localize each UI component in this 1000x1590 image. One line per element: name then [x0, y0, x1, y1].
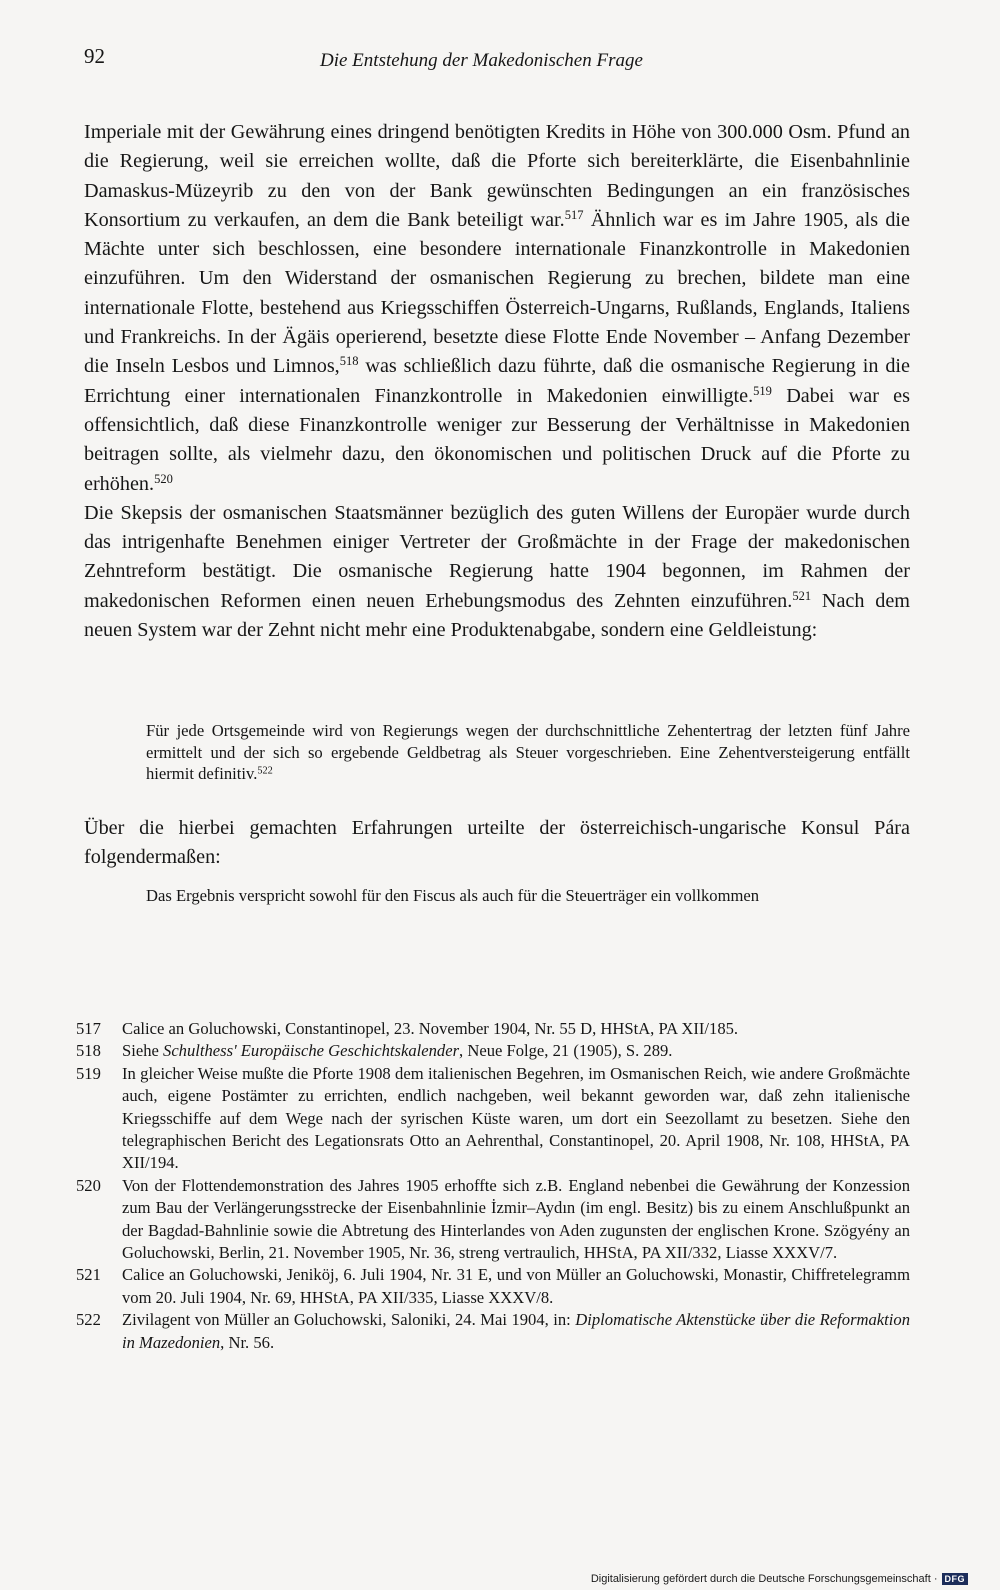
footnote-number: 518: [76, 1041, 101, 1061]
block-quote-2: Das Ergebnis verspricht sowohl für den Fiscus als auch für die Steuerträger ein vollkommen: [146, 886, 760, 905]
dfg-logo-icon: DFG: [942, 1573, 969, 1585]
footnote-521: 521 Calice an Goluchowski, Jeniköj, 6. Juli 1904, Nr. 31 E, und von Müller an Goluchowski, Monastir, Chiffretelegramm vom 20. Juli 1904, Nr. 69, HHStA, PA XII/335, Liasse XXXV/8.: [76, 1265, 910, 1307]
body-paragraph-3: Über die hierbei gemachten Erfahrungen urteilte der österreichisch-ungarische Konsul Pára folgendermaßen:: [84, 817, 910, 869]
page-header: [84, 44, 910, 78]
footnote-ref-521[interactable]: 521: [792, 588, 812, 603]
footnote-ref-518[interactable]: 518: [339, 354, 359, 369]
cited-title: Schulthess' Europäische Geschichtskalender: [163, 1041, 460, 1061]
footnote-ref-520[interactable]: 520: [154, 471, 173, 486]
body-paragraph-1: Imperiale mit der Gewährung eines dringend benötigten Kredits in Höhe von 300.000 Osm. Pfund an die Regierung, weil sie erreichen wollte, daß die Pforte sich bereiterklärte, die Eisenbahnlinie Damaskus-Müzeyrib zu den von der Bank gewünschten Bedingungen an ein französisches Konsortium zu verkaufen, an dem die Bank beteiligt war.$^{517}$ Ähnlich war es im Jahre 1905, als die Mächte unter sich beschlossen, eine besondere internationale Finanzkontrolle in Makedonien einzuführen. Um den Widerstand der osmanischen Regierung zu brechen, bildete man eine internationale Flotte, bestehend aus Kriegsschiffen Österreich-Ungarns, Rußlands, Englands, Italiens und Frankreichs. In der Ägäis operierend, besetzte diese Flotte Ende November – Anfang Dezember die Inseln Lesbos und Limnos,$^{518}$ was schließlich dazu führte, daß die osmanische Regierung in die Errichtung einer internationalen Finanzkontrolle in Makedonien einwilligte.$^{519}$ Dabei war es offensichtlich, daß diese Finanzkontrolle weniger zur Besserung der Verhältnisse in Makedonien beitragen sollte, als vielmehr dazu, den ökonomischen und politischen Druck auf die Pforte zu erhöhen.$^{520}$: [84, 121, 911, 495]
footnote-518: 518 Siehe Schulthess' Europäische Geschichtskalender, Neue Folge, 21 (1905), S. 289.: [76, 1040, 910, 1062]
footnote-517: 517 Calice an Goluchowski, Constantinopel, 23. November 1904, Nr. 55 D, HHStA, PA XII/185.: [76, 1018, 910, 1040]
footnote-number: 522: [76, 1310, 101, 1330]
footnotes-section: [76, 1018, 910, 1354]
footnote-ref-517[interactable]: 517: [564, 208, 584, 223]
footnote-number: 519: [76, 1063, 101, 1083]
page-number: 92: [84, 44, 105, 68]
body-paragraph-2: Die Skepsis der osmanischen Staatsmänner bezüglich des guten Willens der Europäer wurde durch das intrigenhafte Benehmen einiger Vertreter der Großmächte in der Frage der makedonischen Zehntreform bestätigt. Die osmanische Regierung hatte 1904 begonnen, im Rahmen der makedonischen Reformen einen neuen Erhebungsmodus des Zehnten einzuführen.$^{521}$ Nach dem neuen System war der Zehnt nicht mehr eine Produktenabgabe, sondern eine Geldleistung:: [84, 501, 910, 642]
credit-text: Digitalisierung gefördert durch die Deutsche Forschungsgemeinschaft ·: [590, 1573, 938, 1585]
footnote-522: 522 Zivilagent von Müller an Goluchowski, Saloniki, 24. Mai 1904, in: Diplomatische Aktenstücke über die Reformaktion in Mazedonien, Nr. 56.: [76, 1310, 910, 1352]
footnote-number: 517: [76, 1019, 101, 1038]
main-text-block: [84, 118, 910, 645]
footnote-number: 521: [76, 1265, 101, 1285]
running-title: Die Entstehung der Makedonischen Frage: [320, 50, 643, 71]
footnote-number: 520: [76, 1175, 101, 1195]
footnote-ref-522[interactable]: 522: [257, 765, 273, 777]
block-quote-1: Für jede Ortsgemeinde wird von Regierungs wegen der durchschnittliche Zehentertrag der letzten fünf Jahre ermittelt und der sich so ergebende Geldbetrag als Steuer vorgeschrieben. Eine Zehentversteigerung entfällt hiermit definitiv.$^{522}$: [146, 721, 910, 783]
footnote-519: 519 In gleicher Weise mußte die Pforte 1908 dem italienischen Begehren, im Osmanischen Reich, wie andere Großmächte auch, eigene Postämter zu errichten, endlich nachgeben, weil bekannt geworden war, daß zehn italienische Kriegsschiffe auf dem Wege nach der syrischen Küste waren, um dort ein Seezollamt zu besetzen. Siehe den telegraphischen Bericht des Legationsrats Otto an Aehrenthal, Constantinopel, 20. April 1908, Nr. 108, HHStA, PA XII/194.: [76, 1063, 910, 1173]
footnote-ref-519[interactable]: 519: [753, 383, 772, 398]
digitization-credit: [591, 1573, 968, 1585]
cited-title: Diplomatische Aktenstücke über die Reformaktion in Mazedonien: [122, 1310, 910, 1352]
footnote-520: 520 Von der Flottendemonstration des Jahres 1905 erhoffte sich z.B. England nebenbei die Gewährung der Konzession zum Bau der Verlängerungsstrecke der Eisenbahnlinie İzmir–Aydın (im engl. Besitz) bis zu einem Anschlußpunkt an der Bagdad-Bahnlinie sowie die Abtretung des Hinterlandes von Aden zugunsten der englischen Krone. Szögyény an Goluchowski, Berlin, 21. November 1905, Nr. 36, streng vertraulich, HHStA, PA XII/332, Liasse XXXV/7.: [76, 1175, 910, 1263]
